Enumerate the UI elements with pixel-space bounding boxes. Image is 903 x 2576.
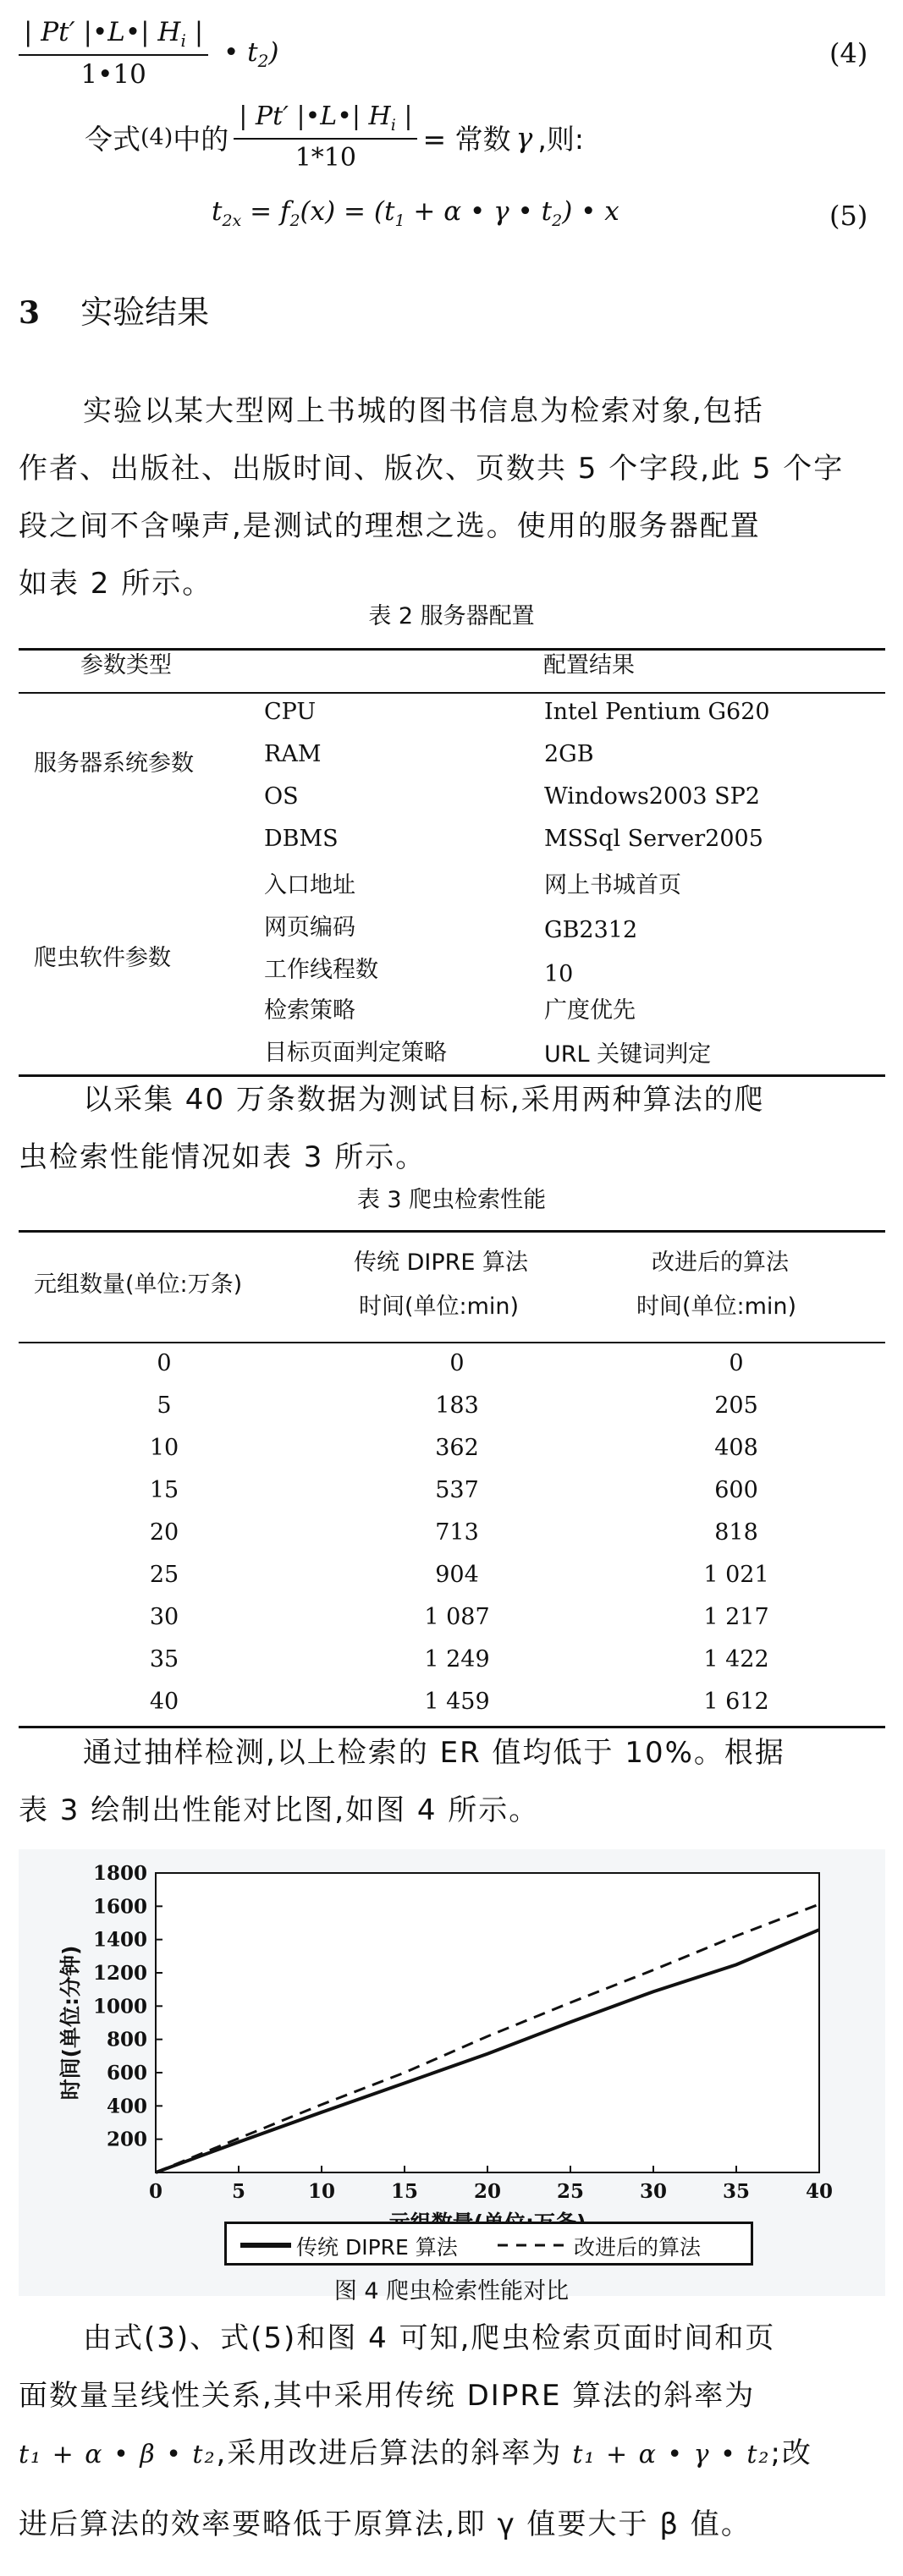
x-tick-label: 15 [390, 2180, 419, 2203]
table-3-cell: 1 422 [703, 1646, 769, 1672]
table-3-cell: 35 [149, 1646, 179, 1672]
table-3-header-col2-line1: 传统 DIPRE 算法 [354, 1250, 529, 1276]
table-2-value: 10 [544, 961, 574, 987]
table-2-caption: 表 2 服务器配置 [368, 603, 535, 629]
paragraph-line: 表 3 绘制出性能对比图,如图 4 所示。 [19, 1793, 540, 1827]
table-3-cell: 0 [157, 1350, 172, 1376]
paragraph-line: 实验以某大型网上书城的图书信息为检索对象,包括 [83, 394, 764, 428]
table-3-cell: 408 [714, 1435, 758, 1461]
table-2-value: URL 关键词判定 [544, 1041, 712, 1068]
paragraph-1 [19, 382, 890, 612]
table-3-cell: 1 087 [424, 1604, 490, 1630]
y-tick-label: 400 [106, 2095, 147, 2118]
x-tick-label: 10 [307, 2180, 336, 2203]
table-3-cell: 0 [449, 1350, 465, 1376]
formula-5-number: (5) [829, 200, 868, 232]
section-heading [19, 286, 209, 332]
formula-4: $\frac{| Pt' |•L•| H_i |}{1•10}$ • $t_2$) [19, 17, 278, 90]
table-3-cell: 818 [714, 1519, 758, 1546]
table-3-cell: 20 [149, 1519, 179, 1546]
table-3-cell: 30 [149, 1604, 179, 1630]
paragraph-4 [19, 2310, 890, 2553]
table-3-cell: 10 [149, 1435, 179, 1461]
paragraph-line: 通过抽样检测,以上检索的 ER 值均低于 10%。根据 [83, 1736, 785, 1770]
formula-4-number: (4) [829, 37, 868, 69]
slope-improved: t₁ + α • γ • t₂ [572, 2440, 771, 2469]
table-3-cell: 1 021 [703, 1562, 769, 1588]
paragraph-line: t₁ + α • β • t₂,采用改进后算法的斜率为 t₁ + α • γ • t₂;改 [19, 2436, 812, 2470]
table-3-caption: 表 3 爬虫检索性能 [356, 1187, 547, 1213]
table-3-cell: 537 [435, 1477, 479, 1503]
table-3-cell: 600 [714, 1477, 758, 1503]
y-tick-label: 1600 [92, 1895, 147, 1919]
x-tick-label: 5 [231, 2180, 246, 2203]
table-3-header-rule [19, 1342, 885, 1343]
y-tick-label: 1800 [92, 1862, 147, 1885]
table-3-cell: 15 [149, 1477, 179, 1503]
paragraph-3 [19, 1724, 890, 1839]
y-tick-label: 1200 [92, 1962, 147, 1985]
let-line: 令式 (4) 中的 $\frac{| Pt' |•L•| H_i |}{1*10}$ = 常数 γ ,则: [85, 102, 584, 173]
legend-solid-label: 传统 DIPRE 算法 [296, 2235, 458, 2260]
let-line-fraction: $\frac{| Pt' |•L•| H_i |}{1*10}$ [234, 102, 417, 173]
y-tick-label: 200 [106, 2128, 147, 2151]
table-3-cell: 1 459 [424, 1689, 490, 1715]
paragraph-line: 面数量呈线性关系,其中采用传统 DIPRE 算法的斜率为 [19, 2379, 756, 2413]
table-3-cell: 40 [149, 1689, 179, 1715]
table-3-cell: 0 [729, 1350, 744, 1376]
y-tick-label: 600 [106, 2062, 147, 2084]
y-tick-label: 1000 [92, 1995, 147, 2019]
table-3-cell: 1 249 [424, 1646, 490, 1672]
paragraph-line: 由式(3)、式(5)和图 4 可知,爬虫检索页面时间和页 [83, 2321, 776, 2355]
table-3-cell: 1 612 [703, 1689, 769, 1715]
paragraph-line: 以采集 40 万条数据为测试目标,采用两种算法的爬 [83, 1083, 765, 1117]
table-2-param: 检索策略 [264, 997, 355, 1024]
table-3-cell: 205 [714, 1392, 758, 1419]
paragraph-line: 虫检索性能情况如表 3 所示。 [19, 1140, 427, 1174]
table-3-cell: 1 217 [703, 1604, 769, 1630]
plot-area [156, 1873, 819, 2172]
table-3-header-col3-line2: 时间(单位:min) [636, 1293, 797, 1320]
x-tick-label: 0 [148, 2180, 163, 2203]
x-tick-label: 35 [722, 2180, 751, 2203]
table-2-param: 网页编码 [264, 915, 355, 941]
table-2-param: 工作线程数 [264, 957, 378, 983]
formula-4-fraction: $\frac{| Pt' |•L•| H_i |}{1•10}$ [19, 17, 208, 90]
y-tick-label: 1400 [92, 1928, 147, 1952]
legend-dashed-swatch [498, 2237, 565, 2254]
table-2-param: CPU [264, 699, 317, 725]
table-2-header-rule [19, 692, 885, 694]
section-number: 3 [19, 295, 41, 331]
table-2-value: Intel Pentium G620 [544, 699, 770, 725]
table-3-cell: 183 [435, 1392, 479, 1419]
x-tick-label: 20 [473, 2180, 502, 2203]
table-3-cell: 5 [157, 1392, 172, 1419]
table-2-param: 入口地址 [264, 872, 355, 898]
table-2-value: 广度优先 [544, 997, 636, 1024]
figure-4-caption: 图 4 爬虫检索性能对比 [333, 2278, 570, 2304]
table-2-header-type: 参数类型 [80, 652, 172, 678]
slope-dipre: t₁ + α • β • t₂ [19, 2440, 217, 2469]
table-2-value: Windows2003 SP2 [544, 783, 760, 810]
table-3-header-col1: 元组数量(单位:万条) [34, 1272, 243, 1298]
table-3-header-col2-line2: 时间(单位:min) [359, 1293, 520, 1320]
table-2-param: RAM [264, 741, 322, 767]
table-2-value: 2GB [544, 741, 594, 767]
formula-5: $t_{2x} = f_2(x) = (t_1 + \alpha$ • γ • $t_2$) • x [212, 196, 619, 231]
paragraph-2 [19, 1071, 890, 1186]
table-2-header-result: 配置结果 [543, 652, 635, 678]
table-3-header-col3-line1: 改进后的算法 [652, 1250, 789, 1276]
x-tick-label: 25 [556, 2180, 585, 2203]
paragraph-line: 进后算法的效率要略低于原算法,即 γ 值要大于 β 值。 [19, 2507, 752, 2541]
table-2-value: 网上书城首页 [544, 872, 681, 898]
table-3-cell: 25 [149, 1562, 179, 1588]
y-tick-label: 800 [106, 2028, 147, 2051]
table-2-param: 目标页面判定策略 [264, 1040, 447, 1066]
table-2-group-label: 爬虫软件参数 [34, 945, 171, 971]
table-2-group-label: 服务器系统参数 [34, 750, 194, 777]
table-2-param: OS [264, 783, 299, 810]
legend-dashed-label: 改进后的算法 [574, 2235, 702, 2260]
table-2-param: DBMS [264, 826, 339, 852]
x-tick-label: 40 [805, 2180, 834, 2203]
table-3-cell: 904 [435, 1562, 479, 1588]
table-2-value: MSSql Server2005 [544, 826, 763, 852]
table-2-value: GB2312 [544, 917, 638, 943]
table-3-cell: 713 [435, 1519, 479, 1546]
table-3-top-rule [19, 1230, 885, 1233]
table-3-cell: 362 [435, 1435, 479, 1461]
x-tick-label: 30 [639, 2180, 668, 2203]
paragraph-line: 如表 2 所示。 [19, 567, 213, 601]
paragraph-line: 段之间不含噪声,是测试的理想之选。使用的服务器配置 [19, 509, 761, 543]
legend-solid-swatch [240, 2237, 291, 2254]
section-title: 实验结果 [80, 294, 210, 331]
y-axis-label: 时间(单位:分钟) [58, 1945, 83, 2101]
chart-legend [224, 2222, 753, 2266]
paragraph-line: 作者、出版社、出版时间、版次、页数共 5 个字段,此 5 个字 [19, 452, 845, 486]
